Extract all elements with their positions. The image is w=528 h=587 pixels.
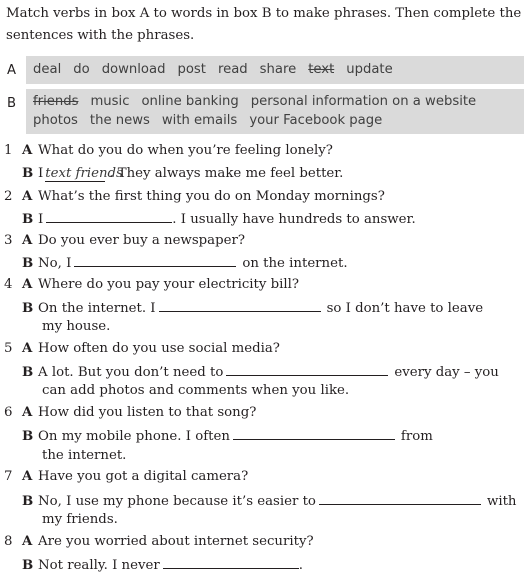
item-number: 7 bbox=[4, 469, 13, 484]
answer-blank bbox=[74, 252, 236, 267]
answer-suffix: so I don’t have to leave bbox=[326, 301, 484, 316]
answer-line bbox=[22, 361, 499, 383]
answer-suffix: . I usually have hundreds to answer. bbox=[172, 212, 416, 227]
speaker-b-label: B bbox=[22, 212, 34, 227]
answer-blank bbox=[163, 554, 299, 569]
answer-line bbox=[22, 490, 516, 512]
speaker-a-label: A bbox=[22, 405, 33, 420]
answer-line bbox=[22, 297, 483, 319]
answer-suffix: . They always make me feel better. bbox=[109, 166, 344, 181]
box-a-label: A bbox=[7, 56, 25, 84]
speaker-a-label: A bbox=[22, 189, 33, 204]
question-line bbox=[4, 275, 299, 295]
answer-prefix: I bbox=[38, 166, 44, 181]
answer-suffix: with bbox=[486, 494, 517, 509]
word-option: update bbox=[346, 62, 393, 77]
speaker-a-label: A bbox=[22, 233, 33, 248]
word-option: friends bbox=[33, 94, 79, 109]
word-option: online banking bbox=[141, 94, 239, 109]
speaker-a-label: A bbox=[22, 534, 33, 549]
speaker-b-label: B bbox=[22, 429, 34, 444]
item-number: 6 bbox=[4, 405, 13, 420]
question-text: Have you got a digital camera? bbox=[38, 469, 249, 484]
question-text: How did you listen to that song? bbox=[38, 405, 257, 420]
box-b-words-line1 bbox=[33, 94, 488, 109]
question-text: Do you ever buy a newspaper? bbox=[38, 233, 245, 248]
box-a bbox=[0, 56, 528, 84]
answer-continuation: the internet. bbox=[42, 448, 127, 463]
speaker-a-label: A bbox=[22, 277, 33, 292]
word-option: personal information on a website bbox=[250, 94, 477, 109]
word-option: your Facebook page bbox=[249, 113, 383, 128]
word-option: photos bbox=[33, 113, 78, 128]
speaker-b-label: B bbox=[22, 256, 34, 271]
answer-filled: text friends bbox=[45, 166, 123, 181]
question-line bbox=[4, 403, 256, 423]
speaker-b-label: B bbox=[22, 301, 34, 316]
item-number: 8 bbox=[4, 534, 13, 549]
answer-continuation: my friends. bbox=[42, 512, 118, 527]
word-option: text bbox=[308, 62, 335, 77]
speaker-b-label: B bbox=[22, 365, 34, 380]
item-number: 3 bbox=[4, 233, 13, 248]
box-b-panel bbox=[26, 89, 524, 134]
answer-line bbox=[22, 208, 416, 230]
speaker-b-label: B bbox=[22, 494, 34, 509]
question-line bbox=[4, 187, 385, 207]
box-b-words-line2 bbox=[33, 113, 394, 128]
answer-line bbox=[22, 252, 348, 274]
word-option: the news bbox=[89, 113, 150, 128]
answer-prefix: Not really. I never bbox=[38, 558, 160, 573]
box-a-panel bbox=[26, 56, 524, 84]
answer-blank bbox=[46, 208, 172, 223]
answer-continuation: can add photos and comments when you like. bbox=[42, 383, 350, 398]
question-text: How often do you use social media? bbox=[38, 341, 280, 356]
speaker-b-label: B bbox=[22, 558, 34, 573]
instructions: Match verbs in box A to words in box B to make phrases. Then complete the sentences with the phrases. bbox=[6, 6, 522, 43]
box-b-label: B bbox=[7, 89, 25, 134]
word-option: music bbox=[90, 94, 130, 109]
question-text: What do you do when you’re feeling lonely? bbox=[38, 143, 333, 158]
box-a-words bbox=[33, 62, 405, 77]
answer-line bbox=[22, 554, 303, 576]
answer-blank bbox=[319, 490, 481, 505]
item-number: 1 bbox=[4, 143, 13, 158]
answer-continuation: my house. bbox=[42, 319, 111, 334]
item-number: 5 bbox=[4, 341, 13, 356]
question-text: Where do you pay your electricity bill? bbox=[38, 277, 300, 292]
question-line bbox=[4, 532, 314, 552]
speaker-b-label: B bbox=[22, 166, 34, 181]
speaker-a-label: A bbox=[22, 469, 33, 484]
item-number: 4 bbox=[4, 277, 13, 292]
question-text: Are you worried about internet security? bbox=[38, 534, 314, 549]
word-option: with emails bbox=[161, 113, 238, 128]
word-option: share bbox=[259, 62, 297, 77]
answer-suffix: on the internet. bbox=[242, 256, 348, 271]
answer-prefix: I bbox=[38, 212, 44, 227]
answer-blank bbox=[226, 361, 388, 376]
question-line bbox=[4, 467, 248, 487]
answer-suffix: . bbox=[298, 558, 303, 573]
answer-suffix: every day – you bbox=[394, 365, 499, 380]
answer-prefix: A lot. But you don’t need to bbox=[38, 365, 224, 380]
word-option: read bbox=[217, 62, 248, 77]
answer-prefix: On the internet. I bbox=[38, 301, 156, 316]
question-line bbox=[4, 141, 333, 161]
answer-blank bbox=[159, 297, 321, 312]
word-option: deal bbox=[33, 62, 62, 77]
answer-line bbox=[22, 425, 433, 447]
answer-prefix: On my mobile phone. I often bbox=[38, 429, 230, 444]
answer-suffix: from bbox=[400, 429, 433, 444]
item-number: 2 bbox=[4, 189, 13, 204]
word-option: download bbox=[101, 62, 166, 77]
answer-blank bbox=[233, 425, 395, 440]
answer-prefix: No, I bbox=[38, 256, 72, 271]
word-option: post bbox=[177, 62, 206, 77]
answer-prefix: No, I use my phone because it’s easier to bbox=[38, 494, 316, 509]
answer-line bbox=[22, 164, 343, 184]
speaker-a-label: A bbox=[22, 341, 33, 356]
question-line bbox=[4, 231, 245, 251]
word-option: do bbox=[73, 62, 90, 77]
speaker-a-label: A bbox=[22, 143, 33, 158]
box-b bbox=[0, 89, 528, 134]
question-text: What’s the first thing you do on Monday mornings? bbox=[38, 189, 385, 204]
question-line bbox=[4, 339, 280, 359]
